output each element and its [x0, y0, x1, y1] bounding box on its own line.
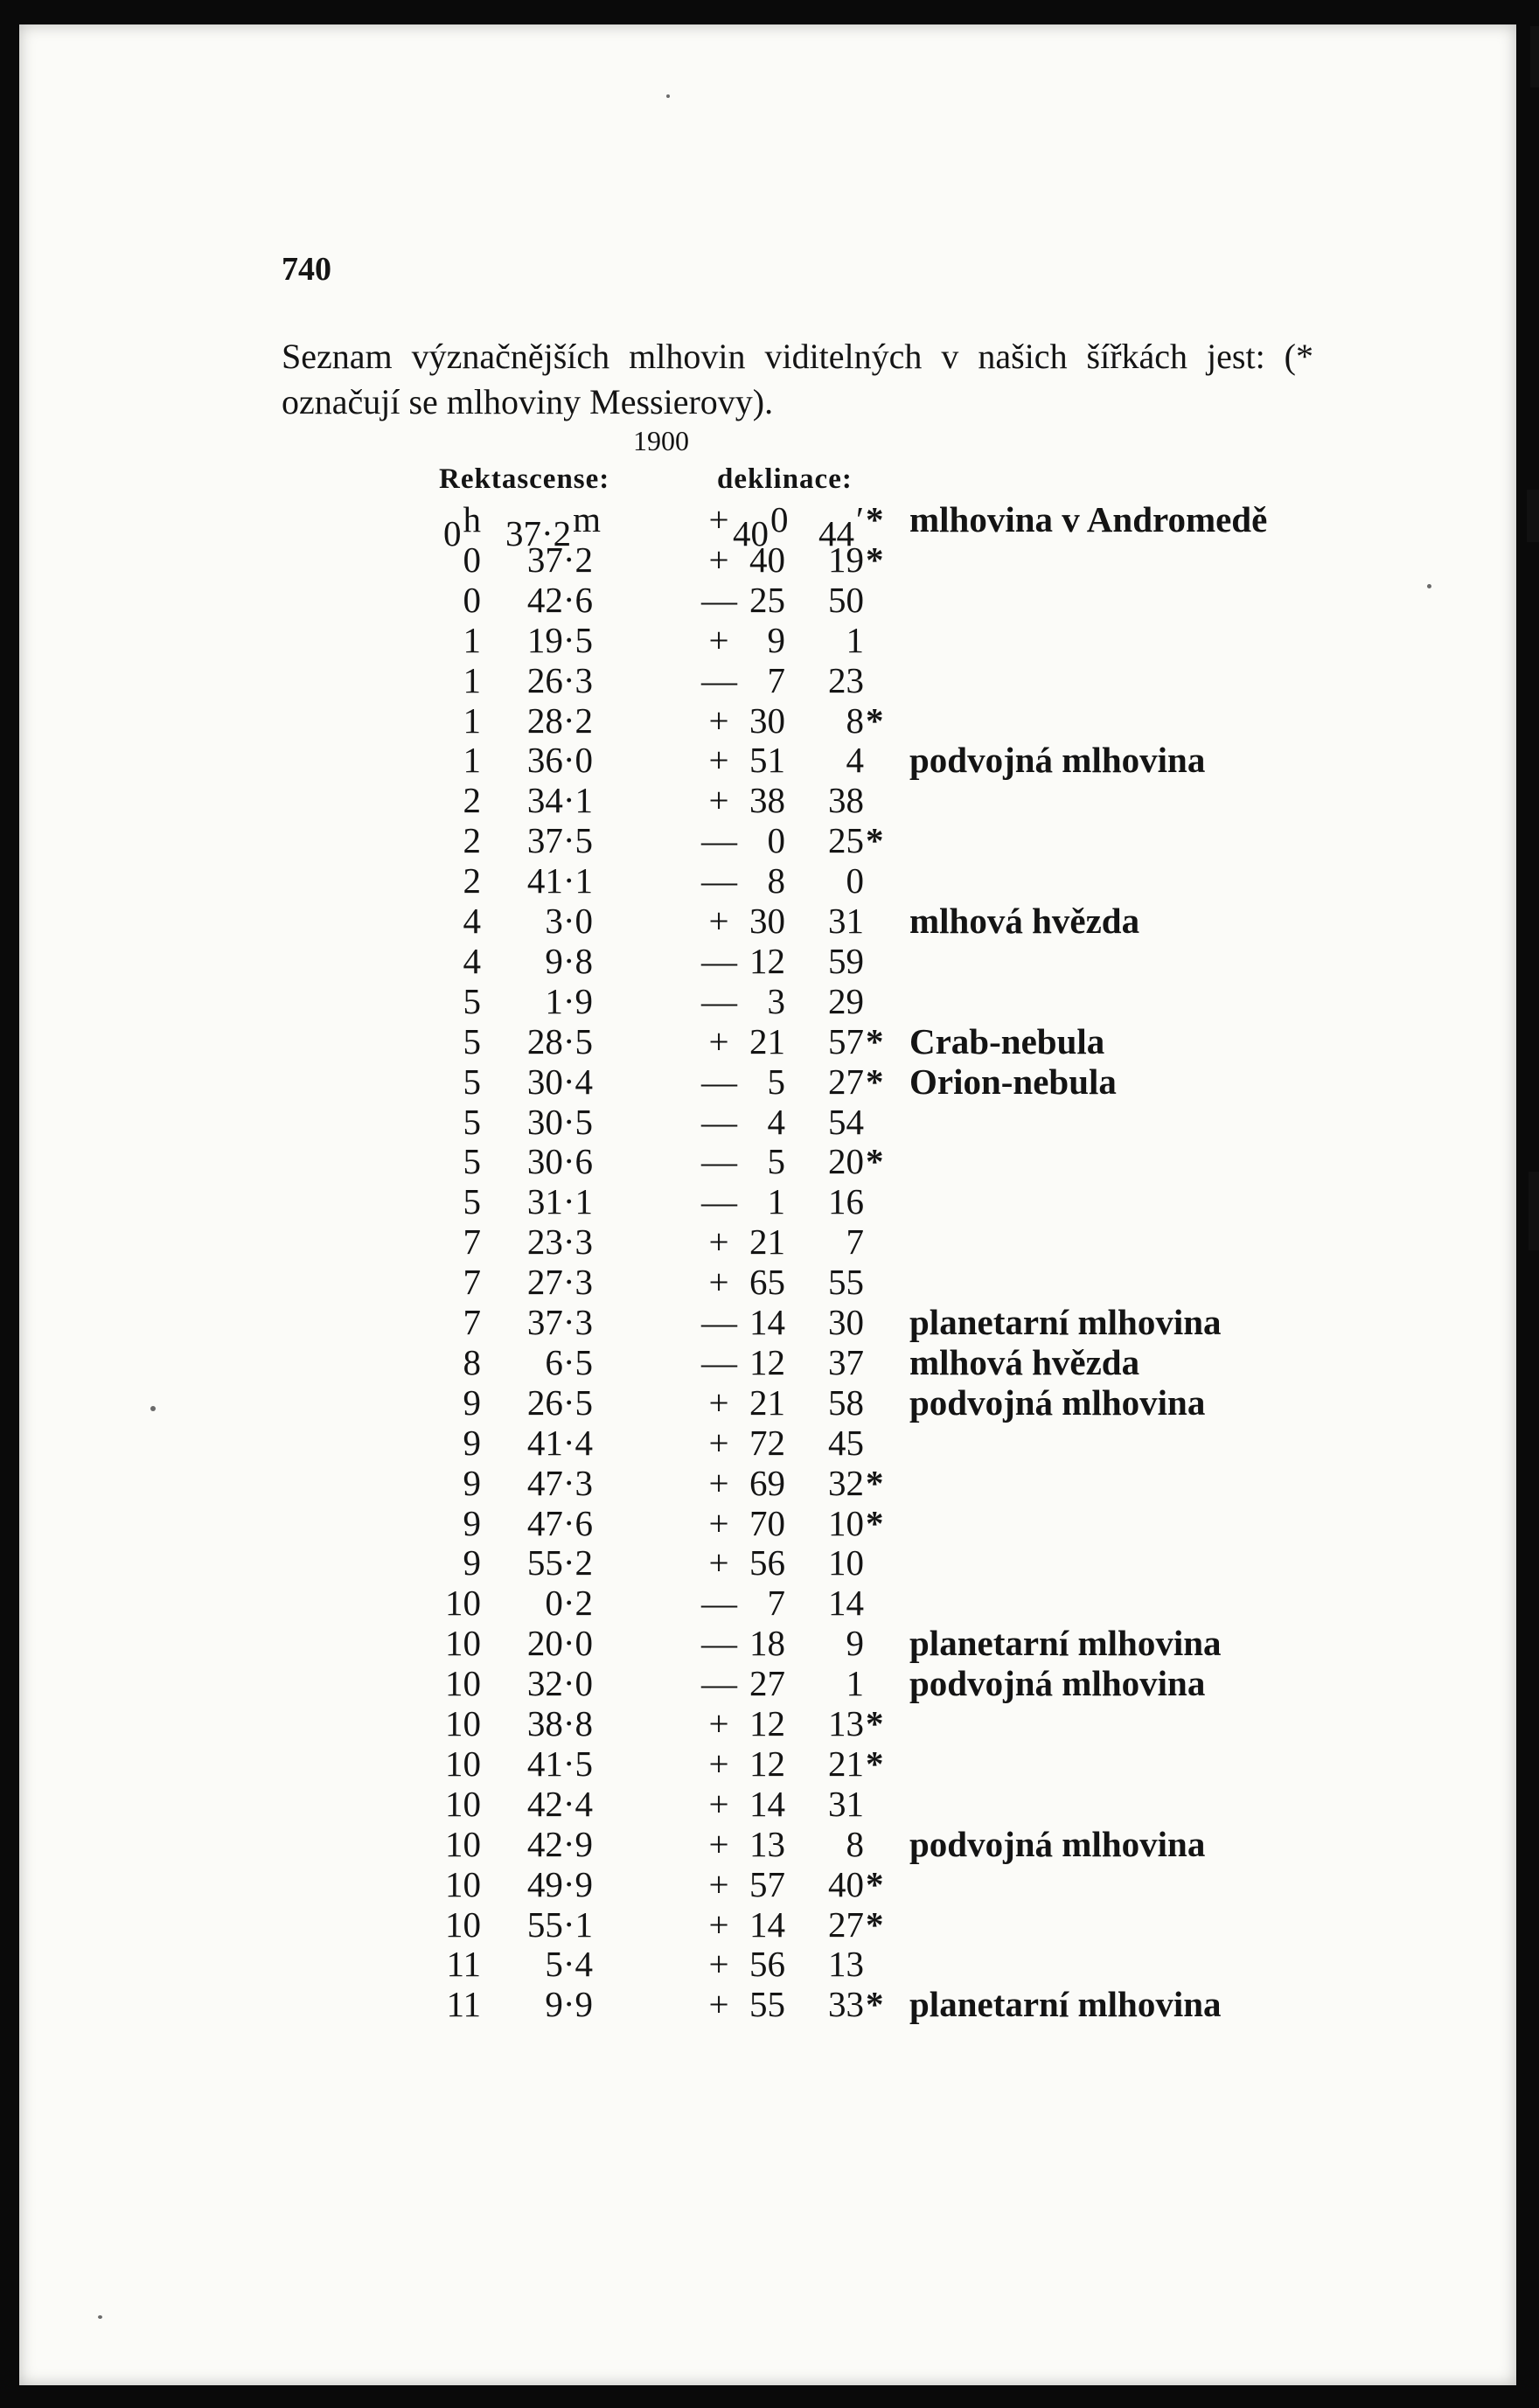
dec-degrees: 14: [749, 1302, 785, 1342]
object-note: planetarní mlhovina: [909, 1984, 1222, 2025]
ra-minutes: 6·5: [545, 1341, 593, 1382]
table-row: [19, 660, 1516, 700]
object-note: podvojná mlhovina: [909, 1381, 1206, 1423]
dec-minutes: 33: [828, 1984, 864, 2025]
ra-hours: 8: [463, 1341, 481, 1382]
dec-degrees: 30: [749, 699, 785, 741]
ra-minutes: 37·3: [526, 1302, 593, 1342]
dec-degrees: 0: [767, 820, 785, 861]
dec-sign: +: [708, 1502, 729, 1543]
object-note: Orion-nebula: [909, 1061, 1117, 1102]
dec-sign: +: [708, 1743, 729, 1784]
table-row: [19, 1181, 1516, 1221]
dec-minutes: 8: [846, 699, 864, 741]
ra-hours: 9: [463, 1381, 481, 1423]
ra-minutes: 42·9: [526, 1823, 593, 1864]
messier-marker: *: [866, 699, 884, 741]
ra-hours: 1: [463, 699, 481, 741]
dec-minutes: 25: [828, 820, 864, 861]
table-row: [19, 1262, 1516, 1302]
dec-degrees: 12: [749, 940, 785, 981]
dec-degrees: 21: [749, 1020, 785, 1061]
messier-marker: *: [866, 1903, 884, 1945]
dec-sign: +: [708, 1863, 729, 1904]
object-note: podvojná mlhovina: [909, 1663, 1206, 1704]
messier-marker: *: [866, 1141, 884, 1182]
dec-sign: —: [701, 940, 737, 981]
object-note: mlhovina v Andromedě: [909, 499, 1268, 539]
dec-sign: +: [708, 1381, 729, 1423]
ra-hours: 10: [445, 1863, 481, 1904]
table-row: [19, 1061, 1516, 1102]
ra-hours: 2: [463, 820, 481, 861]
messier-marker: *: [866, 1462, 884, 1503]
table-row: [19, 901, 1516, 941]
intro-paragraph: Seznam význačnějších mlhovin viditelných v našich šířkách jest: (* označují se mlhoviny Messierovy).: [282, 337, 1313, 421]
dec-degrees: 30: [749, 901, 785, 941]
dec-minutes: 31: [828, 901, 864, 941]
ra-minutes: 38·8: [526, 1703, 593, 1743]
dec-minutes: 27: [828, 1903, 864, 1945]
table-row: [19, 1463, 1516, 1503]
dec-minutes: 55: [828, 1262, 864, 1303]
dec-degrees: 72: [749, 1422, 785, 1463]
ra-minutes: 37·2m: [505, 499, 602, 553]
dec-degrees: 3: [767, 980, 785, 1021]
dec-sign: —: [701, 659, 737, 700]
dec-degrees: 18: [749, 1623, 785, 1664]
dec-minutes: 9: [846, 1623, 864, 1664]
dec-sign: +: [708, 1703, 729, 1743]
dec-minutes: 0: [846, 860, 864, 901]
dec-sign: +: [708, 1262, 729, 1303]
print-speck: [1427, 584, 1431, 588]
ra-hours: 5: [463, 1181, 481, 1222]
dec-degrees: 5: [767, 1141, 785, 1182]
dec-degrees-unit: 0: [770, 499, 789, 539]
messier-marker: *: [866, 1502, 884, 1543]
ra-hours: 9: [463, 1462, 481, 1503]
print-speck: [98, 2315, 102, 2319]
ra-hours: 10: [445, 1823, 481, 1864]
dec-minutes: 1: [846, 619, 864, 660]
table-row: [19, 1784, 1516, 1824]
ra-minutes: 41·4: [526, 1422, 593, 1463]
dec-degrees: 7: [767, 1583, 785, 1624]
ra-minutes: 36·0: [526, 740, 593, 781]
table-row: [19, 860, 1516, 901]
dec-minutes: 54: [828, 1101, 864, 1142]
ra-hours: 5: [463, 1061, 481, 1102]
ra-minutes: 37·2: [526, 539, 593, 580]
table-row: [19, 1864, 1516, 1904]
dec-sign: +: [708, 539, 729, 580]
dec-degrees: 25: [749, 579, 785, 620]
table-row: [19, 1542, 1516, 1583]
dec-minutes: 59: [828, 940, 864, 981]
dec-degrees: 4: [767, 1101, 785, 1142]
dec-degrees: 55: [749, 1984, 785, 2025]
table-row: [19, 1944, 1516, 1984]
ra-minutes: 5·4: [545, 1944, 593, 1985]
ra-minutes-unit: m: [573, 499, 602, 539]
dec-minutes-unit: ′: [856, 499, 864, 539]
table-row: [19, 1102, 1516, 1142]
dec-sign: +: [708, 619, 729, 660]
dec-minutes: 57: [828, 1020, 864, 1061]
dec-sign: +: [708, 901, 729, 941]
ra-minutes: 37·5: [526, 820, 593, 861]
ra-minutes: 30·6: [526, 1141, 593, 1182]
dec-sign: —: [701, 1341, 737, 1382]
dec-sign: +: [708, 1984, 729, 2025]
table-row: [19, 1743, 1516, 1784]
dec-sign: —: [701, 980, 737, 1021]
ra-hours: 10: [445, 1903, 481, 1945]
dec-minutes: 10: [828, 1542, 864, 1583]
table-row: [19, 1503, 1516, 1543]
ra-hours: 0: [463, 539, 481, 580]
table-row: [19, 700, 1516, 741]
ra-hours: 10: [445, 1663, 481, 1704]
dec-sign: +: [708, 699, 729, 741]
dec-sign: —: [701, 820, 737, 861]
dec-sign: +: [708, 740, 729, 781]
dec-minutes: 14: [828, 1583, 864, 1624]
dec-sign: —: [701, 860, 737, 901]
dec-degrees: 21: [749, 1221, 785, 1263]
ra-hours: 11: [446, 1944, 481, 1985]
dec-minutes: 13: [828, 1703, 864, 1743]
dec-minutes: 29: [828, 980, 864, 1021]
ra-hours: 1: [463, 740, 481, 781]
dec-minutes: 37: [828, 1341, 864, 1382]
dec-degrees: 69: [749, 1462, 785, 1503]
ra-minutes: 27·3: [526, 1262, 593, 1303]
dec-degrees: 21: [749, 1381, 785, 1423]
book-page: [19, 24, 1516, 2385]
dec-sign: +: [708, 1944, 729, 1985]
table-row: [19, 1904, 1516, 1945]
dec-sign: —: [701, 1583, 737, 1624]
object-note: planetarní mlhovina: [909, 1302, 1222, 1342]
dec-minutes: 30: [828, 1302, 864, 1342]
table-row: [19, 820, 1516, 860]
dec-sign: +: [708, 1422, 729, 1463]
ra-minutes: 1·9: [545, 980, 593, 1021]
dec-sign: —: [701, 1181, 737, 1222]
ra-hours: 5: [463, 1101, 481, 1142]
dec-sign: +: [708, 780, 729, 821]
object-note: Crab-nebula: [909, 1020, 1105, 1061]
ra-hours: 10: [445, 1743, 481, 1784]
ra-minutes: 47·6: [526, 1502, 593, 1543]
dec-minutes: 23: [828, 659, 864, 700]
dec-sign: +: [708, 1542, 729, 1583]
header-right-ascension: Rektascense:: [439, 463, 610, 495]
dec-minutes: 32: [828, 1462, 864, 1503]
messier-marker: *: [866, 1984, 884, 2025]
table-row: [19, 1342, 1516, 1382]
page-edge-marker: [1527, 490, 1539, 542]
ra-hours: 9: [463, 1542, 481, 1583]
dec-degrees: 7: [767, 659, 785, 700]
dec-degrees: 13: [749, 1823, 785, 1864]
ra-minutes: 20·0: [526, 1623, 593, 1664]
ra-minutes: 26·3: [526, 659, 593, 700]
dec-degrees: 12: [749, 1703, 785, 1743]
ra-minutes: 55·1: [526, 1903, 593, 1945]
table-row: [19, 1141, 1516, 1181]
ra-hours: 5: [463, 1141, 481, 1182]
ra-minutes: 41·1: [526, 860, 593, 901]
ra-hours: 11: [446, 1984, 481, 2025]
table-row: [19, 941, 1516, 981]
object-note: podvojná mlhovina: [909, 740, 1206, 781]
object-note: planetarní mlhovina: [909, 1623, 1222, 1664]
dec-degrees: 12: [749, 1743, 785, 1784]
dec-minutes: 20: [828, 1141, 864, 1182]
table-row: [19, 740, 1516, 780]
ra-minutes: 47·3: [526, 1462, 593, 1503]
dec-sign: +: [708, 1462, 729, 1503]
ra-hours: 2: [463, 780, 481, 821]
messier-marker: *: [866, 1061, 884, 1102]
table-row: [19, 1703, 1516, 1743]
dec-degrees: 70: [749, 1502, 785, 1543]
ra-minutes: 49·9: [526, 1863, 593, 1904]
dec-sign: —: [701, 1141, 737, 1182]
dec-degrees: 51: [749, 740, 785, 781]
epoch-label: 1900: [633, 425, 689, 456]
ra-minutes: 9·8: [545, 940, 593, 981]
dec-sign: —: [701, 1623, 737, 1664]
ra-minutes: 42·4: [526, 1783, 593, 1824]
table-row: [19, 620, 1516, 660]
dec-sign: +: [708, 1783, 729, 1824]
dec-degrees: 56: [749, 1542, 785, 1583]
messier-marker: *: [866, 539, 884, 580]
ra-minutes: 34·1: [526, 780, 593, 821]
messier-marker: *: [866, 1863, 884, 1904]
ra-minutes: 23·3: [526, 1221, 593, 1263]
dec-minutes: 1: [846, 1663, 864, 1704]
ra-minutes: 41·5: [526, 1743, 593, 1784]
ra-minutes: 28·5: [526, 1020, 593, 1061]
ra-hours: 5: [463, 1020, 481, 1061]
ra-hours: 9: [463, 1422, 481, 1463]
dec-minutes: 40: [828, 1863, 864, 1904]
dec-minutes: 16: [828, 1181, 864, 1222]
messier-marker: *: [866, 1703, 884, 1743]
ra-hours: 10: [445, 1583, 481, 1624]
table-row: [19, 780, 1516, 820]
dec-sign: +: [708, 1221, 729, 1263]
dec-minutes: 44′: [818, 499, 864, 553]
table-row: [19, 1824, 1516, 1864]
ra-hours: 2: [463, 860, 481, 901]
messier-marker: *: [866, 1743, 884, 1784]
dec-minutes: 27: [828, 1061, 864, 1102]
dec-degrees: 40: [749, 539, 785, 580]
table-row: [19, 1663, 1516, 1703]
table-row: [19, 499, 1516, 553]
table-row: [19, 580, 1516, 620]
ra-hours: 7: [463, 1302, 481, 1342]
dec-minutes: 8: [846, 1823, 864, 1864]
dec-sign: —: [701, 579, 737, 620]
dec-degrees: 65: [749, 1262, 785, 1303]
ra-hours: 4: [463, 940, 481, 981]
ra-minutes: 28·2: [526, 699, 593, 741]
dec-degrees: 57: [749, 1863, 785, 1904]
dec-degrees: 9: [767, 619, 785, 660]
table-row: [19, 1021, 1516, 1061]
table-row: [19, 1382, 1516, 1423]
ra-minutes: 30·4: [526, 1061, 593, 1102]
dec-degrees: 56: [749, 1944, 785, 1985]
ra-hours: 5: [463, 980, 481, 1021]
ra-hours-unit: h: [463, 499, 481, 539]
print-speck: [150, 1406, 156, 1411]
dec-sign: —: [701, 1101, 737, 1142]
dec-minutes: 10: [828, 1502, 864, 1543]
object-note: mlhová hvězda: [909, 1341, 1140, 1382]
page-edge-marker: [1530, 26, 1539, 87]
dec-degrees: 5: [767, 1061, 785, 1102]
table-row: [19, 1423, 1516, 1463]
header-declination: deklinace:: [717, 463, 853, 495]
ra-minutes: 3·0: [545, 901, 593, 941]
ra-minutes: 0·2: [545, 1583, 593, 1624]
messier-marker: *: [866, 499, 884, 539]
dec-minutes: 19: [828, 539, 864, 580]
dec-sign: +: [708, 1903, 729, 1945]
object-note: podvojná mlhovina: [909, 1823, 1206, 1864]
ra-minutes: 31·1: [526, 1181, 593, 1222]
dec-sign: +: [708, 1823, 729, 1864]
ra-hours: 0h: [443, 499, 481, 553]
ra-hours: 10: [445, 1703, 481, 1743]
ra-hours: 10: [445, 1783, 481, 1824]
table-row: [19, 981, 1516, 1021]
dec-degrees: 12: [749, 1341, 785, 1382]
dec-minutes: 7: [846, 1221, 864, 1263]
dec-sign: +: [708, 499, 729, 539]
dec-sign: +: [708, 1020, 729, 1061]
ra-minutes: 42·6: [526, 579, 593, 620]
ra-hours: 9: [463, 1502, 481, 1543]
dec-degrees: 14: [749, 1783, 785, 1824]
table-row: [19, 1623, 1516, 1663]
dec-minutes: 45: [828, 1422, 864, 1463]
table-row: [19, 1302, 1516, 1342]
table-row: [19, 1984, 1516, 2024]
ra-minutes: 26·5: [526, 1381, 593, 1423]
dec-degrees: 14: [749, 1903, 785, 1945]
dec-minutes: 31: [828, 1783, 864, 1824]
dec-minutes: 58: [828, 1381, 864, 1423]
ra-hours: 1: [463, 619, 481, 660]
ra-hours: 1: [463, 659, 481, 700]
table-row: [19, 1583, 1516, 1623]
ra-hours: 7: [463, 1262, 481, 1303]
dec-degrees: 27: [749, 1663, 785, 1704]
ra-hours: 0: [463, 579, 481, 620]
ra-minutes: 30·5: [526, 1101, 593, 1142]
table-row: [19, 539, 1516, 580]
dec-degrees: 38: [749, 780, 785, 821]
dec-sign: —: [701, 1663, 737, 1704]
dec-minutes: 13: [828, 1944, 864, 1985]
print-speck: [666, 94, 670, 98]
page-edge-marker: [1529, 1172, 1539, 1250]
ra-hours: 7: [463, 1221, 481, 1263]
dec-minutes: 38: [828, 780, 864, 821]
dec-minutes: 4: [846, 740, 864, 781]
dec-minutes: 21: [828, 1743, 864, 1784]
dec-degrees: 8: [767, 860, 785, 901]
messier-marker: *: [866, 820, 884, 861]
page-number: 740: [282, 251, 331, 288]
ra-minutes: 19·5: [526, 619, 593, 660]
dec-minutes: 50: [828, 579, 864, 620]
ra-hours: 4: [463, 901, 481, 941]
table-row: [19, 1221, 1516, 1262]
ra-minutes: 32·0: [526, 1663, 593, 1704]
ra-minutes: 55·2: [526, 1542, 593, 1583]
object-note: mlhová hvězda: [909, 901, 1140, 941]
ra-minutes: 9·9: [545, 1984, 593, 2025]
dec-degrees: 400: [733, 499, 789, 553]
messier-marker: *: [866, 1020, 884, 1061]
dec-degrees: 1: [767, 1181, 785, 1222]
dec-sign: —: [701, 1061, 737, 1102]
ra-hours: 10: [445, 1623, 481, 1664]
dec-sign: —: [701, 1302, 737, 1342]
